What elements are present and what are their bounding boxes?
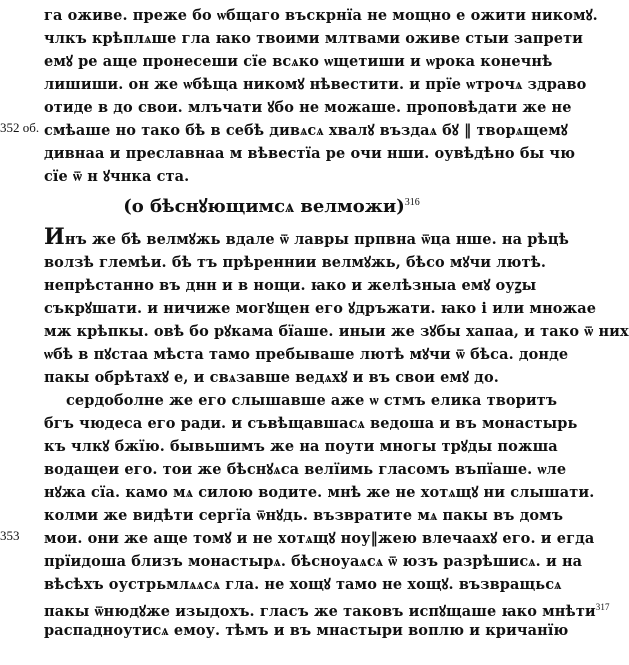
text-line: непрѣстанно въ днн и в нощи. ꙗко и желѣзныа емꙋ оуꙁы	[44, 277, 537, 294]
text-line: дивнаа и преславнаа м вѣвестїа ре очи нши. оувѣдѣно бы чю	[44, 145, 576, 162]
text-line: колми же видѣти сергїа ѿнꙋдь. възвратите мѧ пакы въ домъ	[44, 507, 564, 524]
footnote-marker: 317	[595, 602, 610, 612]
text-line: бгъ чюдеса его ради. и съвѣщавшасѧ ведоша и въ монастырь	[44, 415, 578, 432]
text-line: мж крѣпкы. овѣ бо рꙋкама бїаше. иныи же зꙋбы хапаа, и тако ѿ них	[44, 323, 629, 340]
text-line: пакы обрѣтахꙋ е, и свѧзавше ведѧхꙋ и въ свои емꙋ до.	[44, 369, 499, 386]
text-line: вѣсѣхъ оустрьмлѧѧсѧ гла. не хощꙋ тамо не хощꙋ. възвращьсѧ	[44, 576, 562, 593]
section-heading-text: (о бѣснꙋющимсѧ велможи)	[123, 196, 405, 217]
text-line: ѡбѣ в пꙋстаа мѣста тамо пребываше лютѣ мꙋчи ѿ бѣса. донде	[44, 346, 569, 363]
text-line: прїидоша близъ монастырѧ. бѣсноуаѧсѧ ѿ юзъ разрѣшисѧ. и на	[44, 553, 583, 570]
text-line-rest: нъ же бѣ велмꙋжь вдале ѿ лавры прпвна ѿца нше. на рѣцѣ	[64, 231, 569, 248]
text-line: распадноутисѧ емоу. тѣмъ и въ мнастыри воплю и кричанїю	[44, 622, 569, 639]
drop-cap: И	[44, 224, 65, 250]
text-line: емꙋ ре аще пронесеши сїе всѧко ѡщетиши и ѡрока конечнѣ	[44, 53, 553, 70]
text-line: смѣаше но тако бѣ в себѣ дивѧсѧ хвалꙋ въздаѧ бꙋ ‖ творѧщемꙋ	[44, 122, 568, 139]
text-line: члкъ крѣплѧше гла ꙗко твоими млтвами оживе стыи запрети	[44, 30, 584, 47]
text-line	[44, 224, 569, 251]
text-line: водащеи его. тои же бѣснꙋѧса велїимь гласомъ въпїаше. ѡле	[44, 461, 567, 478]
margin-folio-number: 352 об.	[0, 120, 40, 135]
footnote-marker: 316	[404, 197, 420, 208]
text-line: лишиши. он же ѡбѣща никомꙋ нѣвестити. и прїе ѡтрочѧ здраво	[44, 76, 587, 93]
text-line: га оживе. преже бо ѡбщаго въскрнїа не мощно е ожити никомꙋ.	[44, 7, 598, 24]
text-line: волзѣ глемѣи. бѣ тъ прѣреннии велмꙋжь, бѣсо мꙋчи лютѣ.	[44, 254, 547, 271]
section-heading	[0, 194, 543, 218]
text-line: къ члкꙋ бжїю. бывьшимъ же на поути многы трꙋды пожша	[44, 438, 558, 455]
margin-folio-number: 353	[0, 528, 20, 543]
text-line: сїе ѿ н ꙋчнка ста.	[44, 168, 190, 185]
text-line: отиде в до свои. млъчати ꙋбо не можаше. проповѣдати же не	[44, 99, 572, 116]
text-line: пакы ѿнюдꙋже изыдохъ. гласъ же таковъ испꙋщаше ꙗко мнѣти$^{317}$	[44, 602, 610, 620]
text-line: сердоболне же его слышавше аже ѡ стмъ елика творитъ	[66, 392, 558, 409]
text-line: нꙋжа сїа. камо мѧ силою водите. мнѣ же не хотѧщꙋ ни слышати.	[44, 484, 595, 501]
text-line: мои. они же аще томꙋ и не хотѧщꙋ ноу‖жею влечаахꙋ его. и егда	[44, 530, 595, 547]
text-line: съкрꙋшати. и ничиже могꙋщен его ꙋдръжати. ꙗко і или множае	[44, 300, 597, 317]
